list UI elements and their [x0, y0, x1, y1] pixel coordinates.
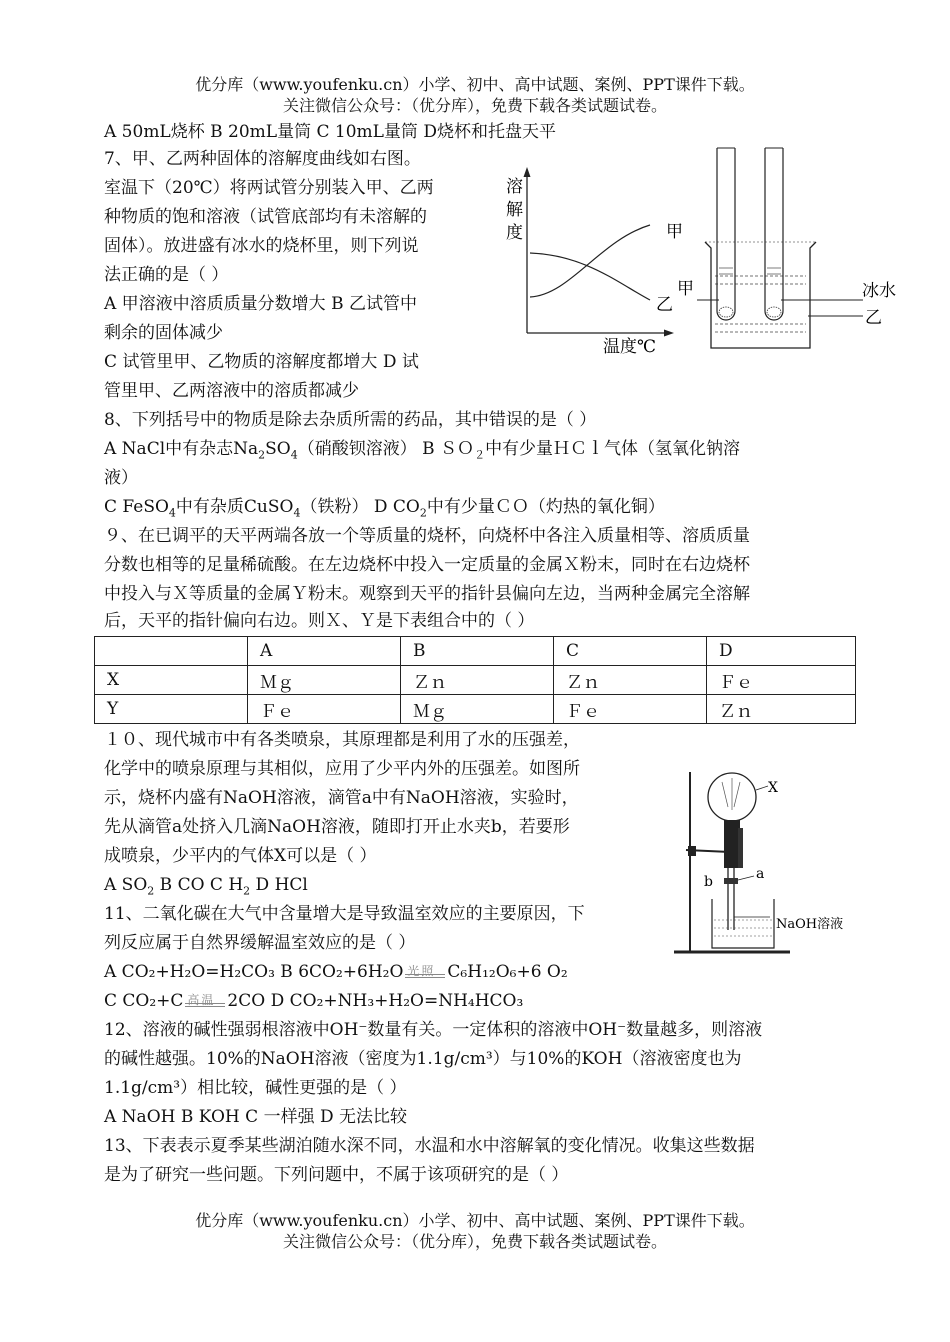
q12-options: A NaOH B KOH C 一样强 D 无法比较: [104, 1107, 408, 1127]
q9-line: 中投入与Ｘ等质量的金属Ｙ粉末。观察到天平的指针县偏向左边，当两种金属完全溶解: [104, 584, 750, 604]
table-row: [95, 637, 856, 666]
table-row: [95, 695, 856, 724]
q7-line: 剩余的固体减少: [104, 323, 223, 343]
header-line-2: 关注微信公众号：（优分库），免费下载各类试题试卷。: [282, 96, 667, 115]
table-cell: Ｚｎ: [401, 666, 554, 695]
tube-yi-label: 乙: [865, 308, 882, 328]
q8-stem: 8、下列括号中的物质是除去杂质所需的药品，其中错误的是（ ）: [104, 410, 597, 430]
q9-line: 分数也相等的足量稀硫酸。在左边烧杯中投入一定质量的金属Ｘ粉末，同时在右边烧杯: [104, 555, 750, 575]
ice-water-apparatus: [675, 148, 905, 363]
ice-water-label: 冰水: [862, 281, 896, 301]
q8-options-ab: A NaCl中有杂志$Na_2SO_4$（硝酸钡溶液） B ＳＯ$_2$中有少量ＨＣｌ气体（氢氧化钠溶: [104, 439, 741, 462]
footer-line-2: 关注微信公众号：（优分库），免费下载各类试题试卷。: [282, 1232, 667, 1251]
table-cell: Ｍｇ: [248, 666, 401, 695]
q7-line: A 甲溶液中溶质质量分数增大 B 乙试管中: [104, 294, 417, 314]
graph-ylabel-char: 溶: [506, 177, 523, 197]
q10-line: 化学中的喷泉原理与其相似，应用了少平内外的压强差。如图所: [104, 759, 580, 779]
page-header: [0, 74, 950, 116]
q13-line: 是为了研究一些问题。下列问题中，不属于该项研究的是（ ）: [104, 1165, 569, 1185]
naoh-solution-label: NaOH溶液: [776, 917, 844, 932]
dropper-a-label: a: [756, 866, 765, 882]
table-cell: X: [95, 666, 248, 695]
table-cell: A: [248, 637, 401, 666]
q10-line: １０、现代城市中有各类喷泉，其原理都是利用了水的压强差，: [104, 730, 580, 750]
page-footer: [0, 1210, 950, 1252]
table-cell: [95, 637, 248, 666]
table-cell: Y: [95, 695, 248, 724]
q7-line: C 试管里甲、乙物质的溶解度都增大 D 试: [104, 352, 419, 372]
table-cell: Ｚｎ: [554, 666, 707, 695]
curve-jia: [530, 225, 650, 297]
q11-options-ab: A CO₂+H₂O=H₂CO₃ B 6CO₂+6H₂O 光照 C₆H₁₂O₆+6 O₂: [104, 959, 568, 985]
q11-line: 11、二氧化碳在大气中含量增大是导致温室效应的主要原因，下: [104, 904, 585, 924]
graph-ylabel-char: 度: [506, 223, 523, 243]
clamp-b-label: b: [704, 874, 713, 890]
curve-jia-label: 甲: [666, 222, 683, 242]
q10-options: A $SO_2$ B CO C $H_2$ D HCl: [104, 875, 308, 898]
table-cell: Ｚｎ: [707, 695, 856, 724]
q8-options-cd: C FeSO$_4$中有杂质CuSO$_4$（铁粉） D $CO_2$中有少量ＣＯ（灼热的氧化铜）: [104, 497, 665, 520]
q7-line: 固体）。放进盛有冰水的烧杯里，则下列说: [104, 236, 419, 256]
table-cell: B: [401, 637, 554, 666]
q12-line: 12、溶液的碱性强弱根溶液中OH⁻数量有关。一定体积的溶液中OH⁻数量越多，则溶液: [104, 1020, 763, 1040]
q6-options: A 50mL烧杯 B 20mL量筒 C 10mL量筒 D烧杯和托盘天平: [104, 122, 556, 142]
q11-line: 列反应属于自然界缓解温室效应的是（ ）: [104, 933, 416, 953]
q12-line: 1.1g/cm³）相比较，碱性更强的是（ ）: [104, 1078, 407, 1098]
q9-line: ９、在已调平的天平两端各放一个等质量的烧杯，向烧杯中各注入质量相等、溶质质量: [104, 526, 750, 546]
q13-line: 13、下表表示夏季某些湖泊随水深不同，水温和水中溶解氧的变化情况。收集这些数据: [104, 1136, 755, 1156]
table-cell: D: [707, 637, 856, 666]
q7-line: 种物质的饱和溶液（试管底部均有未溶解的: [104, 207, 427, 227]
solubility-graph: [500, 165, 683, 360]
q7-line: 法正确的是（ ）: [104, 265, 229, 285]
q7-line: 7、甲、乙两种固体的溶解度曲线如右图。: [104, 149, 421, 169]
table-cell: Ｆｅ: [707, 666, 856, 695]
condition-light: 光照: [407, 963, 436, 978]
q11-options-cd: C CO₂+C 高温 2CO D CO₂+NH₃+H₂O=NH₄HCO₃: [104, 988, 523, 1014]
table-cell: Ｆｅ: [248, 695, 401, 724]
fountain-apparatus: [672, 752, 872, 962]
table-cell: Ｍｇ: [401, 695, 554, 724]
table-row: [95, 666, 856, 695]
q9-table: [94, 636, 856, 724]
gas-x-label: X: [768, 780, 778, 796]
q12-line: 的碱性越强。10%的NaOH溶液（密度为1.1g/cm³）与10%的KOH（溶液密度也为: [104, 1049, 742, 1069]
table-cell: Ｆｅ: [554, 695, 707, 724]
q8-option-b-cont: 液）: [104, 468, 138, 488]
q10-line: 示，烧杯内盛有NaOH溶液，滴管a中有NaOH溶液，实验时，: [104, 788, 579, 808]
q7-line: 室温下（20℃）将两试管分别装入甲、乙两: [104, 178, 434, 198]
q9-line: 后，天平的指针偏向右边。则Ｘ、Ｙ是下表组合中的（ ）: [104, 611, 535, 631]
footer-line-1: 优分库（www.youfenku.cn）小学、初中、高中试题、案例、PPT课件下载。: [195, 1211, 755, 1230]
table-cell: C: [554, 637, 707, 666]
graph-xlabel: 温度℃: [603, 337, 657, 357]
curve-yi-label: 乙: [656, 295, 673, 315]
condition-heat: 高温: [187, 992, 216, 1007]
tube-jia-label: 甲: [677, 279, 694, 299]
header-line-1: 优分库（www.youfenku.cn）小学、初中、高中试题、案例、PPT课件下载。: [195, 75, 755, 94]
graph-ylabel-char: 解: [506, 200, 523, 220]
q10-line: 成喷泉，少平内的气体X可以是（ ）: [104, 846, 377, 866]
q10-line: 先从滴管a处挤入几滴NaOH溶液，随即打开止水夹b，若要形: [104, 817, 570, 837]
q7-line: 管里甲、乙两溶液中的溶质都减少: [104, 381, 359, 401]
